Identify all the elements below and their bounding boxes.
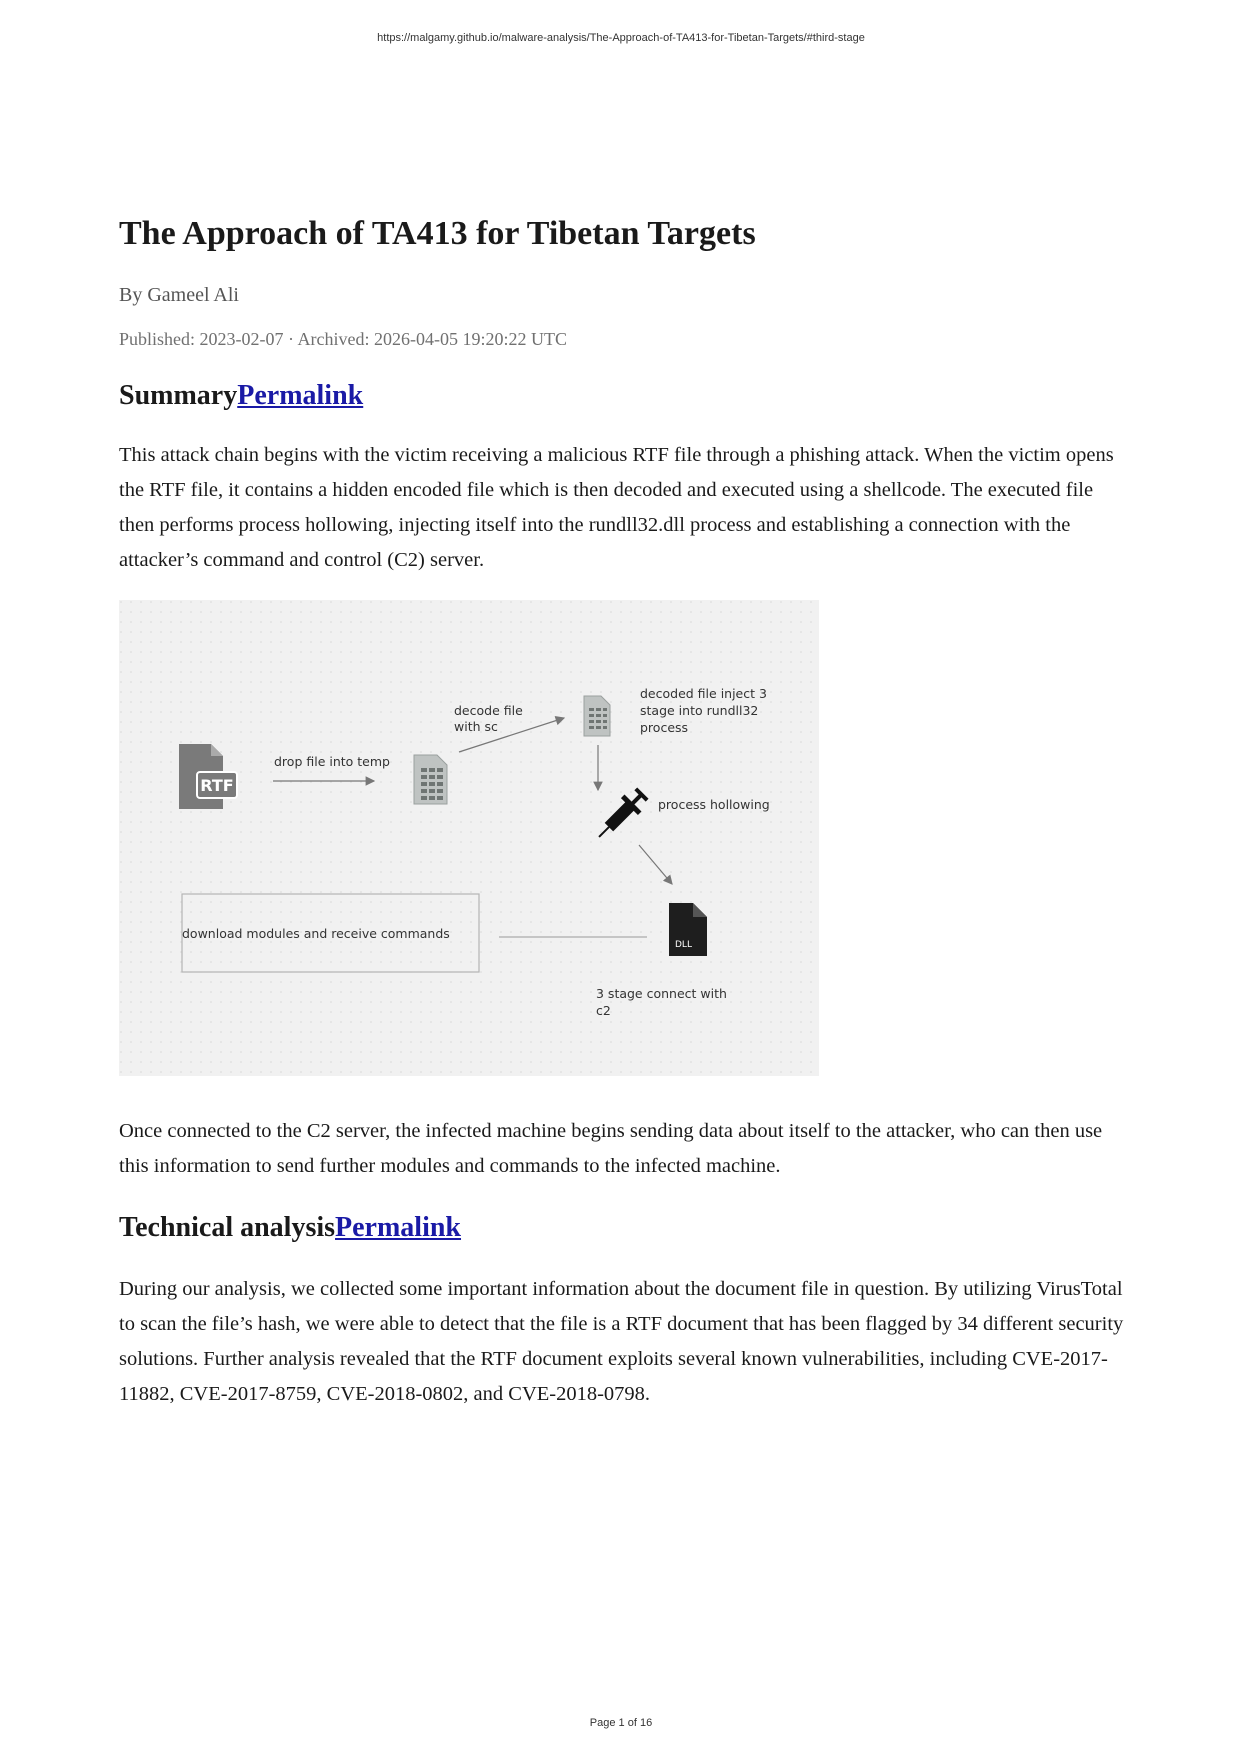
page-url: https://malgamy.github.io/malware-analysis/The-Approach-of-TA413-for-Tibetan-Targets/#third-stage (377, 32, 865, 44)
technical-heading-text: Technical analysis (119, 1212, 336, 1243)
page-number: Page 1 of 16 (589, 1717, 653, 1729)
author-byline: By Gameel Ali (119, 284, 239, 306)
page-title: The Approach of TA413 for Tibetan Targets (119, 215, 756, 252)
modules-label: download modules and receive commands (182, 926, 450, 941)
c2-paragraph: Once connected to the C2 server, the infected machine begins sending data about itself to the attacker, who can then use this information to send further modules and commands to the infected machine. (119, 1120, 1103, 1177)
process-hollowing-label: process hollowing (658, 797, 770, 812)
article (119, 212, 1129, 1412)
technical-permalink[interactable]: Permalink (335, 1212, 462, 1243)
analysis-paragraph: During our analysis, we collected some important information about the document file in question. By utilizing VirusTotal to scan the file’s hash, we were able to detect that the file is a RTF document that has been flagged by 34 different security solutions. Further analysis revealed that the RTF document exploits several known vulnerabilities, including CVE-2017-11882, CVE-2017-8759, CVE-2018-0802, and CVE-2018-0798. (119, 1278, 1124, 1405)
dll-icon-text: DLL (675, 940, 692, 950)
decode-label-line2: with sc (454, 719, 498, 734)
publish-meta: Published: 2023-02-07 · Archived: 2026-04-05 19:20:22 UTC (119, 329, 567, 349)
summary-permalink[interactable]: Permalink (237, 380, 364, 411)
inject-label-line2: stage into rundll32 (640, 703, 759, 718)
attack-chain-diagram (119, 600, 819, 1076)
decoded-file-icon (584, 696, 610, 736)
decode-label-line1: decode file (454, 703, 523, 718)
inject-label-line3: process (640, 720, 689, 735)
technical-analysis-heading (119, 1210, 1129, 1246)
drop-file-label: drop file into temp (274, 754, 390, 769)
connect-label-line2: c2 (596, 1003, 611, 1018)
inject-label-line1: decoded file inject 3 (640, 686, 767, 701)
summary-heading (119, 378, 1129, 414)
summary-heading-text: Summary (119, 380, 238, 411)
connect-label-line1: 3 stage connect with (596, 986, 727, 1001)
temp-file-icon (414, 755, 447, 804)
rtf-icon-text: RTF (200, 776, 234, 795)
summary-paragraph: This attack chain begins with the victim receiving a malicious RTF file through a phishing attack. When the victim opens the RTF file, it contains a hidden encoded file which is then decoded and executed using a shellcode. The executed file then performs process hollowing, injecting itself into the rundll32.dll process and establishing a connection with the attacker’s command and control (C2) server. (119, 444, 1114, 571)
